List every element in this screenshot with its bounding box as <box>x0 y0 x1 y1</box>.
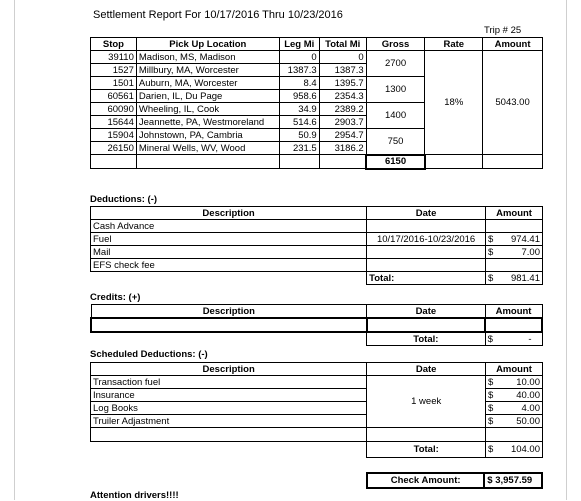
location-cell: Mineral Wells, WV, Wood <box>136 142 279 155</box>
deductions-total-row <box>91 272 543 285</box>
scheduled-table <box>90 362 543 458</box>
amount-value: 7.00 <box>521 246 540 258</box>
description-cell: Insurance <box>91 389 367 402</box>
empty-cell <box>486 428 543 442</box>
empty-cell <box>425 155 483 169</box>
stop-cell: 60090 <box>91 103 137 116</box>
check-amount-label: Check Amount: <box>367 473 484 488</box>
deductions-table <box>90 206 543 285</box>
total-cell: 2389.2 <box>319 103 366 116</box>
report-title: Settlement Report For 10/17/2016 Thru 10/23/2016 <box>93 9 343 21</box>
credits-table <box>90 304 543 346</box>
leg-cell: 1387.3 <box>279 64 319 77</box>
date-cell: 1 week <box>367 376 486 428</box>
stop-cell: 1527 <box>91 64 137 77</box>
location-cell: Johnstown, PA, Cambria <box>136 129 279 142</box>
total-cell: 3186.2 <box>319 142 366 155</box>
currency: $ <box>488 415 494 427</box>
leg-cell: 231.5 <box>279 142 319 155</box>
scheduled-total-row <box>91 442 543 458</box>
total-cell: 2903.7 <box>319 116 366 129</box>
check-amount-table <box>366 472 543 489</box>
gross-cell: 2700 <box>366 51 425 77</box>
location-cell: Madison, MS, Madison <box>136 51 279 64</box>
col-amount: Amount <box>486 363 543 376</box>
leg-cell: 8.4 <box>279 77 319 90</box>
location-cell: Darien, IL, Du Page <box>136 90 279 103</box>
table-row <box>91 246 543 259</box>
leg-cell: 34.9 <box>279 103 319 116</box>
currency: $ <box>488 402 494 414</box>
rate-cell: 18% <box>425 51 483 155</box>
table-row <box>91 376 543 389</box>
gross-cell: 1400 <box>366 103 425 129</box>
stop-cell: 39110 <box>91 51 137 64</box>
amount-value: 4.00 <box>521 402 540 414</box>
date-cell <box>367 259 486 272</box>
date-cell: 10/17/2016-10/23/2016 <box>367 233 486 246</box>
total-label: Total: <box>367 332 485 346</box>
total-amount-cell <box>485 332 542 346</box>
scheduled-header <box>91 363 543 376</box>
leg-cell: 958.6 <box>279 90 319 103</box>
deductions-title: Deductions: (-) <box>90 194 158 205</box>
date-cell <box>367 246 486 259</box>
total-amount-cell <box>486 442 543 458</box>
empty-cell <box>279 155 319 169</box>
amount-cell: 5043.00 <box>483 51 543 155</box>
empty-cell <box>136 155 279 169</box>
table-row <box>91 233 543 246</box>
amount-cell <box>486 220 543 233</box>
currency: $ <box>487 333 493 345</box>
description-cell: Cash Advance <box>91 220 367 233</box>
empty-cell <box>483 155 543 169</box>
description-cell: EFS check fee <box>91 259 367 272</box>
attention-note: Attention drivers!!!! <box>90 490 179 501</box>
page-edge-left <box>14 0 15 500</box>
empty-cell <box>91 272 367 285</box>
empty-cell <box>485 318 542 332</box>
description-cell: Log Books <box>91 402 367 415</box>
total-cell: 2354.3 <box>319 90 366 103</box>
description-cell: Fuel <box>91 233 367 246</box>
col-date: Date <box>367 207 486 220</box>
amount-cell <box>486 233 543 246</box>
currency: $ <box>488 389 494 401</box>
credits-header <box>91 305 542 319</box>
col-amount: Amount <box>485 305 542 319</box>
trip-number: Trip # 25 <box>484 25 522 36</box>
col-total-mi: Total Mi <box>319 38 366 51</box>
location-cell: Wheeling, IL, Cook <box>136 103 279 116</box>
stop-cell: 26150 <box>91 142 137 155</box>
scheduled-title: Scheduled Deductions: (-) <box>90 349 208 360</box>
col-leg-mi: Leg Mi <box>279 38 319 51</box>
col-description: Description <box>91 207 367 220</box>
credits-total-row <box>91 332 542 346</box>
total-cell: 2954.7 <box>319 129 366 142</box>
description-cell: Mail <box>91 246 367 259</box>
col-date: Date <box>367 363 486 376</box>
currency: $ <box>488 444 494 455</box>
total-label: Total: <box>367 442 486 458</box>
currency: $ <box>488 272 494 284</box>
total-value: 981.41 <box>510 272 540 284</box>
empty-cell <box>91 155 137 169</box>
table-row <box>91 259 543 272</box>
trip-table <box>90 37 543 170</box>
leg-cell: 50.9 <box>279 129 319 142</box>
empty-cell <box>367 318 485 332</box>
amount-cell <box>486 402 543 415</box>
date-cell <box>367 220 486 233</box>
check-amount-row <box>367 473 542 488</box>
amount-cell <box>486 246 543 259</box>
empty-cell <box>91 318 367 332</box>
trip-total-row <box>91 155 543 169</box>
table-row <box>91 220 543 233</box>
col-rate: Rate <box>425 38 483 51</box>
total-cell: 0 <box>319 51 366 64</box>
gross-total: 6150 <box>366 155 425 169</box>
location-cell: Jeannette, PA, Westmoreland <box>136 116 279 129</box>
description-cell: Truiler Adjastment <box>91 415 367 428</box>
total-cell: 1387.3 <box>319 64 366 77</box>
stop-cell: 15904 <box>91 129 137 142</box>
credits-title: Credits: (+) <box>90 292 141 303</box>
gross-cell: 1300 <box>366 77 425 103</box>
currency: $ <box>488 246 494 258</box>
col-gross: Gross <box>366 38 425 51</box>
empty-cell <box>91 428 367 442</box>
amount-value: 40.00 <box>516 389 540 401</box>
empty-cell <box>91 332 367 346</box>
stop-cell: 1501 <box>91 77 137 90</box>
col-amount: Amount <box>483 38 543 51</box>
total-value: 104.00 <box>510 444 540 455</box>
col-description: Description <box>91 305 367 319</box>
col-pickup-location: Pick Up Location <box>136 38 279 51</box>
col-stop: Stop <box>91 38 137 51</box>
stop-cell: 15644 <box>91 116 137 129</box>
description-cell: Transaction fuel <box>91 376 367 389</box>
table-row <box>91 51 543 64</box>
empty-cell <box>367 428 486 442</box>
amount-cell <box>486 389 543 402</box>
amount-value: 50.00 <box>516 415 540 427</box>
empty-cell <box>91 442 367 458</box>
total-amount-cell <box>486 272 543 285</box>
amount-cell <box>486 259 543 272</box>
leg-cell: 514.6 <box>279 116 319 129</box>
gross-cell: 750 <box>366 129 425 155</box>
location-cell: Auburn, MA, Worcester <box>136 77 279 90</box>
total-label: Total: <box>367 272 486 285</box>
page-edge-right <box>566 0 567 500</box>
col-description: Description <box>91 363 367 376</box>
table-row <box>91 428 543 442</box>
location-cell: Millbury, MA, Worcester <box>136 64 279 77</box>
empty-cell <box>319 155 366 169</box>
trip-table-header <box>91 38 543 51</box>
deductions-header <box>91 207 543 220</box>
table-row <box>91 318 542 332</box>
amount-cell <box>486 376 543 389</box>
amount-value: 10.00 <box>516 376 540 388</box>
currency: $ <box>488 376 494 388</box>
leg-cell: 0 <box>279 51 319 64</box>
amount-cell <box>486 415 543 428</box>
amount-value: 974.41 <box>510 233 540 245</box>
col-date: Date <box>367 305 485 319</box>
stop-cell: 60561 <box>91 90 137 103</box>
col-amount: Amount <box>486 207 543 220</box>
total-value: - <box>528 333 532 345</box>
check-amount-value: $ 3,957.59 <box>484 473 542 488</box>
currency: $ <box>488 233 494 245</box>
total-cell: 1395.7 <box>319 77 366 90</box>
